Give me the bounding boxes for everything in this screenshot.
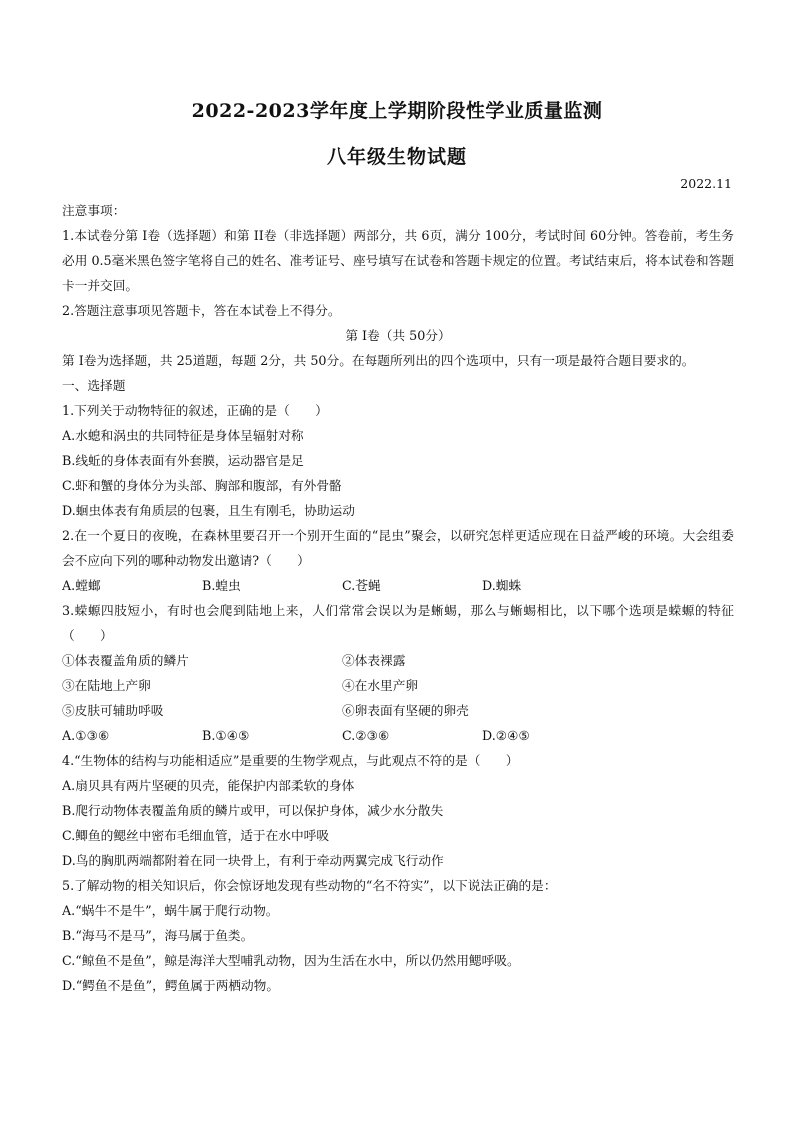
option-b: B.线蚯的身体表面有外套膜，运动器官是足 (62, 453, 304, 468)
statement-2: ②体表裸露 (342, 653, 406, 668)
section-intro: 第 I卷为选择题，共 25道题，每题 2分，共 50分。在每题所列出的四个选项中，只有一项是最符合题目要求的。 (62, 353, 695, 368)
option-d: D.鸟的胸肌两端都附着在同一块骨上，有利于牵动两翼完成飞行动作 (62, 853, 444, 868)
option-d: D.蜘蛛 (482, 578, 522, 593)
option-a: A.扇贝具有两片坚硬的贝壳，能保护内部柔软的身体 (62, 778, 355, 793)
option-b: B.蝗虫 (202, 578, 241, 593)
question-stem: 5.了解动物的相关知识后，你会惊讶地发现有些动物的“名不符实”，以下说法正确的是： (62, 878, 557, 893)
section-heading: 第 I卷（共 50分） (345, 328, 451, 343)
option-b: B.“海马不是马”，海马属于鱼类。 (62, 928, 254, 943)
question-4 (62, 748, 734, 873)
option-c: C.“鲸鱼不是鱼”，鲸是海洋大型哺乳动物，因为生活在水中，所以仍然用鳃呼吸。 (62, 953, 520, 968)
statement-4: ④在水里产卵 (342, 678, 419, 693)
question-stem: 1.下列关于动物特征的叙述，正确的是（ ） (62, 403, 328, 418)
option-c: C.②③⑥ (342, 728, 390, 743)
question-1 (62, 398, 734, 523)
option-d: D.“鳄鱼不是鱼”，鳄鱼属于两栖动物。 (62, 978, 280, 993)
exam-title: 2022-2023学年度上学期阶段性学业质量监测 (191, 100, 603, 122)
statement-row (62, 648, 734, 673)
exam-date: 2022.11 (680, 176, 732, 191)
option-a: A.螳螂 (62, 578, 101, 593)
statement-row (62, 698, 734, 723)
question-stem: 3.蝾螈四肢短小，有时也会爬到陆地上来，人们常常会误以为是蜥蜴，那么与蜥蜴相比，以下哪个选项是蝾螈的特征（ ） (62, 603, 734, 643)
question-stem: 4.“生物体的结构与功能相适应”是重要的生物学观点，与此观点不符的是（ ） (62, 753, 519, 768)
option-a: A.水螅和涡虫的共同特征是身体呈辐射对称 (62, 428, 304, 443)
statement-6: ⑥卵表面有坚硬的卵壳 (342, 703, 469, 718)
option-c: C.鲫鱼的鳃丝中密布毛细血管，适于在水中呼吸 (62, 828, 330, 843)
option-c: C.苍蝇 (342, 578, 381, 593)
option-d: D.②④⑤ (482, 728, 530, 743)
statement-row (62, 673, 734, 698)
option-b: B.①④⑤ (202, 728, 250, 743)
options-row (62, 573, 734, 598)
option-a: A.①③⑥ (62, 728, 110, 743)
question-5 (62, 873, 734, 998)
question-stem: 2.在一个夏日的夜晚，在森林里要召开一个别开生面的“昆虫”聚会，以研究怎样更适应现在日益严峻的环境。大会组委会不应向下列的哪种动物发出邀请?（ ） (62, 528, 734, 568)
statement-5: ⑤皮肤可辅助呼吸 (62, 703, 164, 718)
options-row (62, 723, 734, 748)
notes-item-2: 2.答题注意事项见答题卡，答在本试卷上不得分。 (62, 303, 341, 318)
exam-subtitle: 八年级生物试题 (326, 146, 467, 168)
question-2 (62, 523, 734, 598)
option-a: A.“蜗牛不是牛”，蜗牛属于爬行动物。 (62, 903, 279, 918)
exam-content (62, 198, 734, 998)
option-c: C.虾和蟹的身体分为头部、胸部和腹部，有外骨骼 (62, 478, 342, 493)
option-b: B.爬行动物体表覆盖角质的鳞片或甲，可以保护身体，减少水分散失 (62, 803, 444, 818)
notes-heading: 注意事项： (62, 203, 126, 218)
statement-1: ①体表覆盖角质的鳞片 (62, 653, 189, 668)
statement-3: ③在陆地上产卵 (62, 678, 151, 693)
part-heading: 一、选择题 (62, 378, 126, 393)
notes-item-1: 1.本试卷分第 I卷（选择题）和第 II卷（非选择题）两部分，共 6页，满分 100分，考试时间 60分钟。答卷前，考生务必用 0.5毫米黑色签字笔将自己的姓名、准考证号、座号填写在试卷和答题卡规定的位置。考试结束后，将本试卷和答题卡一并交回。 (62, 228, 734, 293)
option-d: D.蛔虫体表有角质层的包裹，且生有刚毛，协助运动 (62, 503, 355, 518)
question-3 (62, 598, 734, 748)
